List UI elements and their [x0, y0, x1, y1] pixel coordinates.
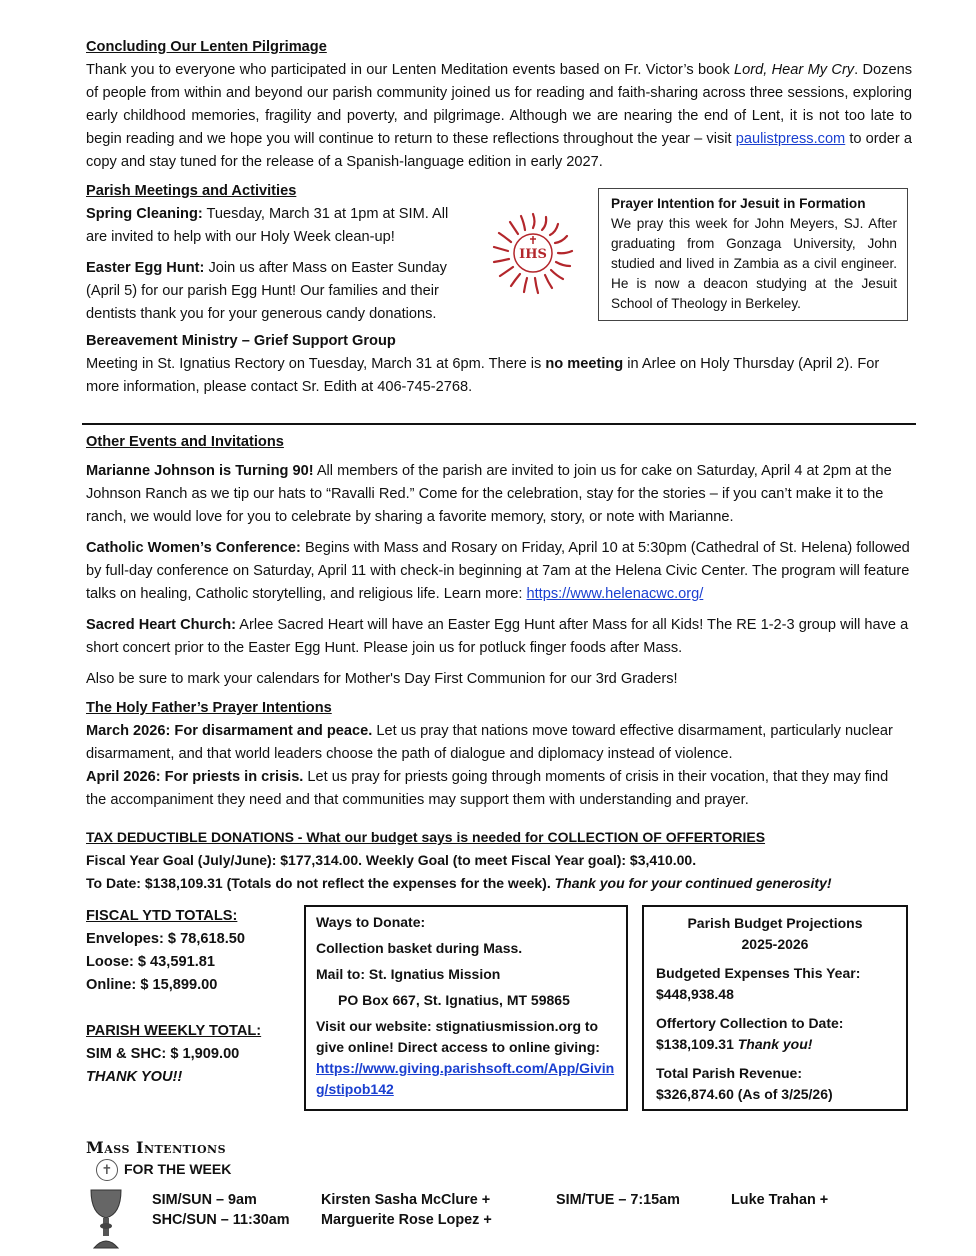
sacred-heart-item: Sacred Heart Church: Arlee Sacred Heart will have an Easter Egg Hunt after Mass for all Kids! The RE 1-2-3 group will have a short concert prior to the Easter Egg Hunt. Please join us for potluck finger foods after Mass.	[86, 617, 909, 656]
tax-section	[86, 826, 912, 895]
chalice-icon	[88, 1188, 124, 1250]
mass-subtitle: FOR THE WEEK	[124, 1161, 232, 1178]
ytd-online: Online: $ 15,899.00	[86, 977, 218, 993]
finance-section	[86, 905, 912, 1115]
donate-basket: Collection basket during Mass.	[316, 940, 523, 956]
book-title: Lord, Hear My Cry	[734, 62, 855, 78]
donate-title: Ways to Donate:	[316, 914, 426, 930]
intention-name-2: Marguerite Rose Lopez +	[321, 1212, 492, 1228]
holy-father-heading: The Holy Father’s Prayer Intentions	[86, 700, 332, 716]
jesuit-box-title: Prayer Intention for Jesuit in Formation	[611, 196, 866, 211]
mass-intentions	[86, 1138, 946, 1248]
helenacwc-link[interactable]: https://www.helenacwc.org/	[526, 586, 704, 602]
weekly-total: SIM & SHC: $ 1,909.00	[86, 1046, 240, 1062]
tax-to-date-line: To Date: $138,109.31 (Totals do not reflect the expenses for the week). Thank you for your continued generosity!	[86, 875, 832, 891]
meetings-heading: Parish Meetings and Activities	[86, 183, 297, 199]
budget-expenses-label: Budgeted Expenses This Year:	[656, 965, 861, 981]
giving-link[interactable]: https://www.giving.parishsoft.com/App/Giving/stipob142	[316, 1060, 615, 1097]
donate-mail: Mail to: St. Ignatius Mission	[316, 966, 501, 982]
spring-cleaning: Spring Cleaning: Tuesday, March 31 at 1pm at SIM. All are invited to help with our Holy Week clean-up!	[86, 206, 449, 245]
budget-offertory-label: Offertory Collection to Date:	[656, 1015, 844, 1031]
section-divider	[82, 423, 916, 425]
bulletin-page	[86, 36, 912, 1115]
budget-title: Parish Budget Projections	[687, 915, 863, 931]
ways-to-donate-box	[304, 905, 628, 1111]
cwc-item: Catholic Women’s Conference: Begins with Mass and Rosary on Friday, April 10 at 5:30pm (Cathedral of St. Helena) followed by full-day conference on Saturday, April 11 with check-in beginning at 7am at the Helena Civic Center. The program will feature talks on healing, Catholic storytelling, and religious life. Learn more: https://www.helenacwc.org/	[86, 540, 910, 602]
budget-revenue-label: Total Parish Revenue:	[656, 1065, 803, 1081]
weekly-thanks: THANK YOU!!	[86, 1069, 183, 1085]
pilgrimage-section	[86, 36, 912, 174]
budget-revenue-value: $326,874.60 (As of 3/25/26)	[656, 1086, 833, 1102]
jesuit-ihs-logo	[486, 206, 580, 300]
budget-offertory-value: $138,109.31 Thank you!	[656, 1036, 813, 1052]
mothers-day-item: Also be sure to mark your calendars for Mother's Day First Communion for our 3rd Graders!	[86, 671, 678, 687]
jesuit-box-text: We pray this week for John Meyers, SJ. After graduating from Gonzaga University, John studied and lived in Zambia as a civil engineer. He is now a deacon studying at the Jesuit School of Theology in Berkeley.	[611, 216, 897, 311]
paulistpress-link[interactable]: paulistpress.com	[735, 131, 846, 147]
marianne-item: Marianne Johnson is Turning 90! All members of the parish are invited to join us for cake on Saturday, April 4 at 2pm at the Johnson Ranch as we tip our hats to “Ravalli Red.” Come for the celebration, stay for the stories – if you can’t make it to the ranch, we would love for you to celebrate by sharing a favorite memory, story, or note with Marianne.	[86, 463, 892, 525]
ytd-heading: FISCAL YTD TOTALS:	[86, 908, 238, 924]
tax-heading: TAX DEDUCTIBLE DONATIONS - What our budget says is needed for COLLECTION OF OFFERTORIES	[86, 829, 766, 845]
pilgrimage-text: Thank you to everyone who participated in our Lenten Meditation events based on Fr. Victor’s book Lord, Hear My Cry. Dozens of people from within and beyond our parish community joined us for reading and faith-sharing across three sessions, exploring early childhood memories, fragility and poverty, and pilgrimage. Although we are nearing the end of Lent, it is not too late to begin reading and we hope you will continue to return to these reflections throughout the year – visit paulistpress.com to order a copy and stay tuned for the release of a Spanish-language edition in early 2027.	[86, 62, 912, 170]
intention-name-1: Kirsten Sasha McClure +	[321, 1192, 491, 1208]
april-intention: April 2026: For priests in crisis. Let us pray for priests going through moments of crisis in their vocation, that they may find the accompaniment they need and that communities may support them with understanding and prayer.	[86, 769, 889, 808]
meetings-section	[86, 180, 912, 330]
weekly-heading: PARISH WEEKLY TOTAL:	[86, 1023, 262, 1039]
jesuit-prayer-box	[598, 188, 908, 321]
holy-father-section	[86, 697, 912, 812]
budget-box	[642, 905, 908, 1111]
march-intention: March 2026: For disarmament and peace. Let us pray that nations move toward effective disarmament, particularly nuclear disarmament, and that world leaders choose the path of dialogue and diplomacy instead of violence.	[86, 723, 893, 762]
donate-address: PO Box 667, St. Ignatius, MT 59865	[338, 992, 570, 1008]
easter-egg-hunt: Easter Egg Hunt: Join us after Mass on Easter Sunday (April 5) for our parish Egg Hunt! Our families and their dentists thank you for your generous candy donations.	[86, 260, 447, 322]
donate-web: Visit our website: stignatiusmission.org to give online! Direct access to online giving:	[316, 1018, 600, 1055]
events-section	[86, 431, 912, 691]
ihs-text: IHS	[519, 247, 547, 262]
events-heading: Other Events and Invitations	[86, 434, 284, 450]
cross-icon: ✝	[96, 1159, 118, 1181]
bereavement-heading: Bereavement Ministry – Grief Support Group	[86, 333, 396, 349]
shc-sun-time: SHC/SUN – 11:30am	[152, 1212, 290, 1228]
budget-expenses-value: $448,938.48	[656, 986, 734, 1002]
mass-intentions-title: Mass Intentions	[86, 1138, 227, 1157]
ytd-loose: Loose: $ 43,591.81	[86, 954, 215, 970]
bereavement-section	[86, 330, 912, 399]
sim-sun-time: SIM/SUN – 9am	[152, 1192, 257, 1208]
sim-tue-time: SIM/TUE – 7:15am	[556, 1192, 680, 1208]
intention-name-3: Luke Trahan +	[731, 1192, 829, 1208]
tax-goal-line: Fiscal Year Goal (July/June): $177,314.00. Weekly Goal (to meet Fiscal Year goal): $3,410.00.	[86, 852, 697, 868]
ytd-envelopes: Envelopes: $ 78,618.50	[86, 931, 246, 947]
ytd-totals	[86, 905, 296, 1089]
budget-years: 2025-2026	[741, 936, 809, 952]
bereavement-text: Meeting in St. Ignatius Rectory on Tuesday, March 31 at 6pm. There is no meeting in Arlee on Holy Thursday (April 2). For more information, please contact Sr. Edith at 406-745-2768.	[86, 356, 880, 395]
pilgrimage-heading: Concluding Our Lenten Pilgrimage	[86, 39, 327, 55]
